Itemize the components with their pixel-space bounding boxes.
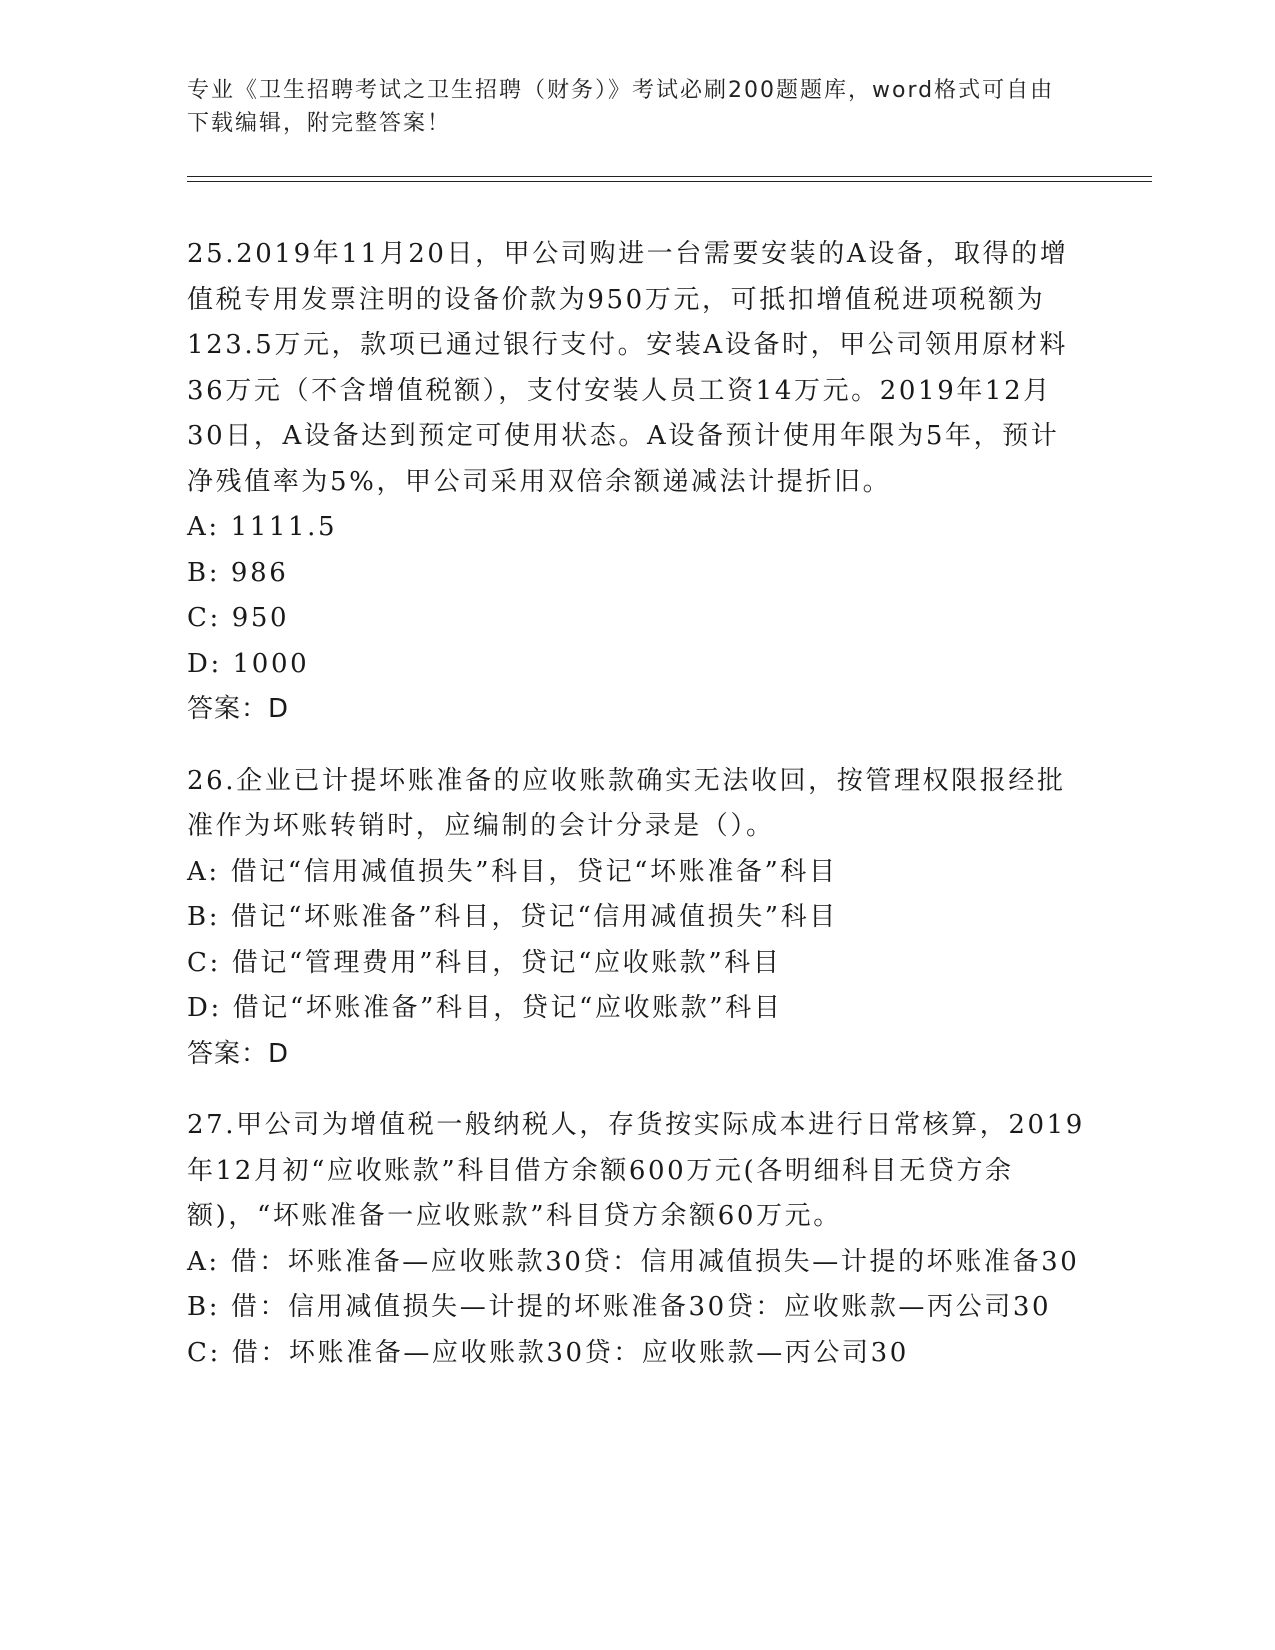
- question-27: [187, 1103, 1087, 1376]
- answer-line: 答案：D: [187, 1038, 290, 1069]
- option-a: A: 1111.5: [187, 512, 338, 542]
- question-text: 27.甲公司为增值税一般纳税人，存货按实际成本进行日常核算，2019年12月初“应收账款”科目借方余额600万元(各明细科目无贷方余额)，“坏账准备一应收账款”科目贷方余额60万元。: [187, 1110, 1085, 1231]
- option-a: A: 借：坏账准备—应收账款30贷：信用减值损失—计提的坏账准备30: [187, 1246, 1080, 1277]
- question-text: 26.企业已计提坏账准备的应收账款确实无法收回，按管理权限报经批准作为坏账转销时，应编制的会计分录是（）。: [187, 765, 1066, 841]
- question-list: [187, 232, 1087, 1402]
- question-25: [187, 232, 1087, 733]
- option-c: C: 借记“管理费用”科目，贷记“应收账款”科目: [187, 947, 782, 978]
- option-c: C: 950: [187, 603, 290, 633]
- header-divider: [187, 176, 1152, 182]
- option-d: D: 借记“坏账准备”科目，贷记“应收账款”科目: [187, 993, 783, 1023]
- question-text: 25.2019年11月20日，甲公司购进一台需要安装的A设备，取得的增值税专用发票注明的设备价款为950万元，可抵扣增值税进项税额为123.5万元，款项已通过银行支付。安装A设备时，甲公司领用原材料36万元（不含增值税额），支付安装人员工资14万元。2019年12月30日，A设备达到预定可使用状态。A设备预计使用年限为5年，预计净残值率为5%，甲公司采用双倍余额递减法计提折旧。: [187, 239, 1069, 497]
- option-c: C: 借：坏账准备—应收账款30贷：应收账款—丙公司30: [187, 1337, 909, 1368]
- option-a: A: 借记“信用减值损失”科目，贷记“坏账准备”科目: [187, 856, 838, 887]
- page-header-title: 专业《卫生招聘考试之卫生招聘（财务）》考试必刷200题题库，word格式可自由下载编辑，附完整答案！: [187, 78, 1055, 136]
- option-b: B: 986: [187, 557, 289, 588]
- option-b: B: 借：信用减值损失—计提的坏账准备30贷：应收账款—丙公司30: [187, 1292, 1052, 1322]
- option-b: B: 借记“坏账准备”科目，贷记“信用减值损失”科目: [187, 902, 838, 932]
- question-26: [187, 759, 1087, 1078]
- option-d: D: 1000: [187, 648, 310, 679]
- answer-line: 答案：D: [187, 694, 290, 724]
